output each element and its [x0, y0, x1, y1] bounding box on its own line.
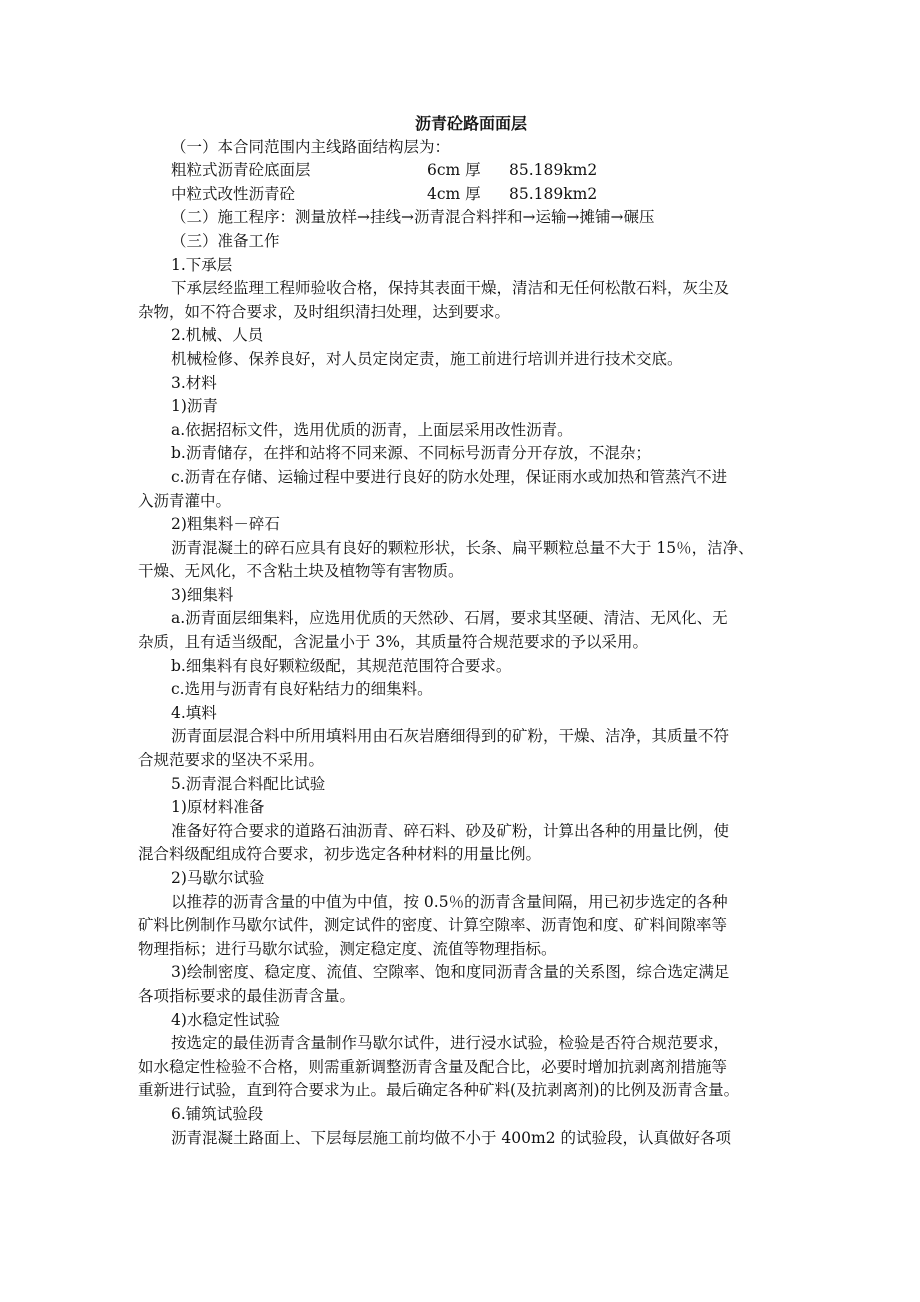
paragraph-line: b.细集料有良好颗粒级配，其规范范围符合要求。 [171, 656, 512, 675]
subheading-coarse-aggregate: 2)粗集料－碎石 [171, 515, 280, 534]
paragraph-line: 杂质，且有适当级配，含泥量小于 3%，其质量符合规范要求的予以采用。 [138, 633, 649, 652]
paragraph-line: 合规范要求的坚决不采用。 [138, 751, 325, 770]
paragraph-line: c.选用与沥青有良好粘结力的细集料。 [171, 680, 433, 699]
paragraph-line: b.沥青储存，在拌和站将不同来源、不同标号沥青分开存放，不混杂； [171, 444, 651, 463]
paragraph-line: 按选定的最佳沥青含量制作马歇尔试件，进行浸水试验，检验是否符合规范要求， [171, 1034, 730, 1053]
heading-filler: 4.填料 [171, 703, 217, 722]
section-heading-3: （三）准备工作 [171, 231, 280, 250]
subheading-asphalt: 1)沥青 [171, 397, 218, 416]
paragraph-line: 沥青面层混合料中所用填料用由石灰岩磨细得到的矿粉，干燥、洁净，其质量不符 [171, 727, 730, 746]
paragraph-line: 混合料级配组成符合要求，初步选定各种材料的用量比例。 [138, 845, 542, 864]
paragraph-line: 准备好符合要求的道路石油沥青、碎石料、砂及矿粉，计算出各种的用量比例，使 [171, 821, 730, 840]
heading-materials: 3.材料 [171, 373, 217, 392]
paragraph-line: 3)绘制密度、稳定度、流值、空隙率、饱和度同沥青含量的关系图，综合选定满足 [171, 963, 730, 982]
paragraph-line: 各项指标要求的最佳沥青含量。 [138, 986, 356, 1005]
paragraph-line: a.沥青面层细集料，应选用优质的天然砂、石屑，要求其坚硬、清洁、无风化、无 [171, 609, 728, 628]
paragraph-line: a.依据招标文件，选用优质的沥青，上面层采用改性沥青。 [171, 420, 573, 439]
paragraph-line: 如水稳定性检验不合格，则需重新调整沥青含量及配合比，必要时增加抗剥离剂措施等 [138, 1057, 728, 1076]
layer-thickness: 4cm 厚 [427, 184, 481, 203]
layer-row [138, 159, 798, 183]
paragraph-line: 下承层经监理工程师验收合格，保持其表面干燥，清洁和无任何松散石料，灰尘及 [171, 279, 730, 298]
section-heading-2: （二）施工程序：测量放样→挂线→沥青混合料拌和→运输→摊铺→碾压 [171, 208, 655, 227]
paragraph-line: 机械检修、保养良好，对人员定岗定责，施工前进行培训并进行技术交底。 [171, 349, 683, 368]
heading-trial-section: 6.铺筑试验段 [171, 1104, 264, 1123]
paragraph-line: 以推荐的沥青含量的中值为中值，按 0.5％的沥青含量间隔，用已初步选定的各种 [171, 892, 728, 911]
document-body [138, 112, 798, 1150]
subheading-water-stability: 4)水稳定性试验 [171, 1010, 280, 1029]
paragraph-line: 杂物，如不符合要求，及时组织清扫处理，达到要求。 [138, 302, 511, 321]
paragraph-line: 沥青混凝土的碎石应具有良好的颗粒形状，长条、扁平颗粒总量不大于 15％，洁净、 [171, 538, 754, 557]
paragraph-line: 干燥、无风化，不含粘土块及植物等有害物质。 [138, 562, 464, 581]
section-heading-1: （一）本合同范围内主线路面结构层为： [171, 137, 451, 156]
subheading-fine-aggregate: 3)细集料 [171, 585, 234, 604]
layer-area: 85.189km2 [509, 161, 598, 180]
document-title: 沥青砼路面面层 [414, 114, 527, 133]
layer-row [138, 183, 798, 207]
layer-thickness: 6cm 厚 [427, 161, 481, 180]
paragraph-line: c.沥青在存储、运输过程中要进行良好的防水处理，保证雨水或加热和管蒸汽不进 [171, 467, 728, 486]
heading-machinery: 2.机械、人员 [171, 326, 264, 345]
paragraph-line: 重新进行试验，直到符合要求为止。最后确定各种矿料(及抗剥离剂)的比例及沥青含量。 [138, 1081, 740, 1100]
layer-name: 粗粒式沥青砼底面层 [171, 161, 311, 180]
heading-mix-design: 5.沥青混合料配比试验 [171, 774, 326, 793]
paragraph-line: 物理指标；进行马歇尔试验，测定稳定度、流值等物理指标。 [138, 939, 557, 958]
paragraph-line: 矿料比例制作马歇尔试件，测定试件的密度、计算空隙率、沥青饱和度、矿料间隙率等 [138, 916, 728, 935]
heading-substrate: 1.下承层 [171, 255, 233, 274]
paragraph-line: 入沥青灌中。 [138, 491, 232, 510]
paragraph-line: 沥青混凝土路面上、下层每层施工前均做不小于 400m2 的试验段，认真做好各项 [171, 1128, 732, 1147]
subheading-raw-materials: 1)原材料准备 [171, 798, 265, 817]
layer-name: 中粒式改性沥青砼 [171, 184, 296, 203]
subheading-marshall-test: 2)马歇尔试验 [171, 869, 265, 887]
layer-area: 85.189km2 [509, 184, 598, 203]
